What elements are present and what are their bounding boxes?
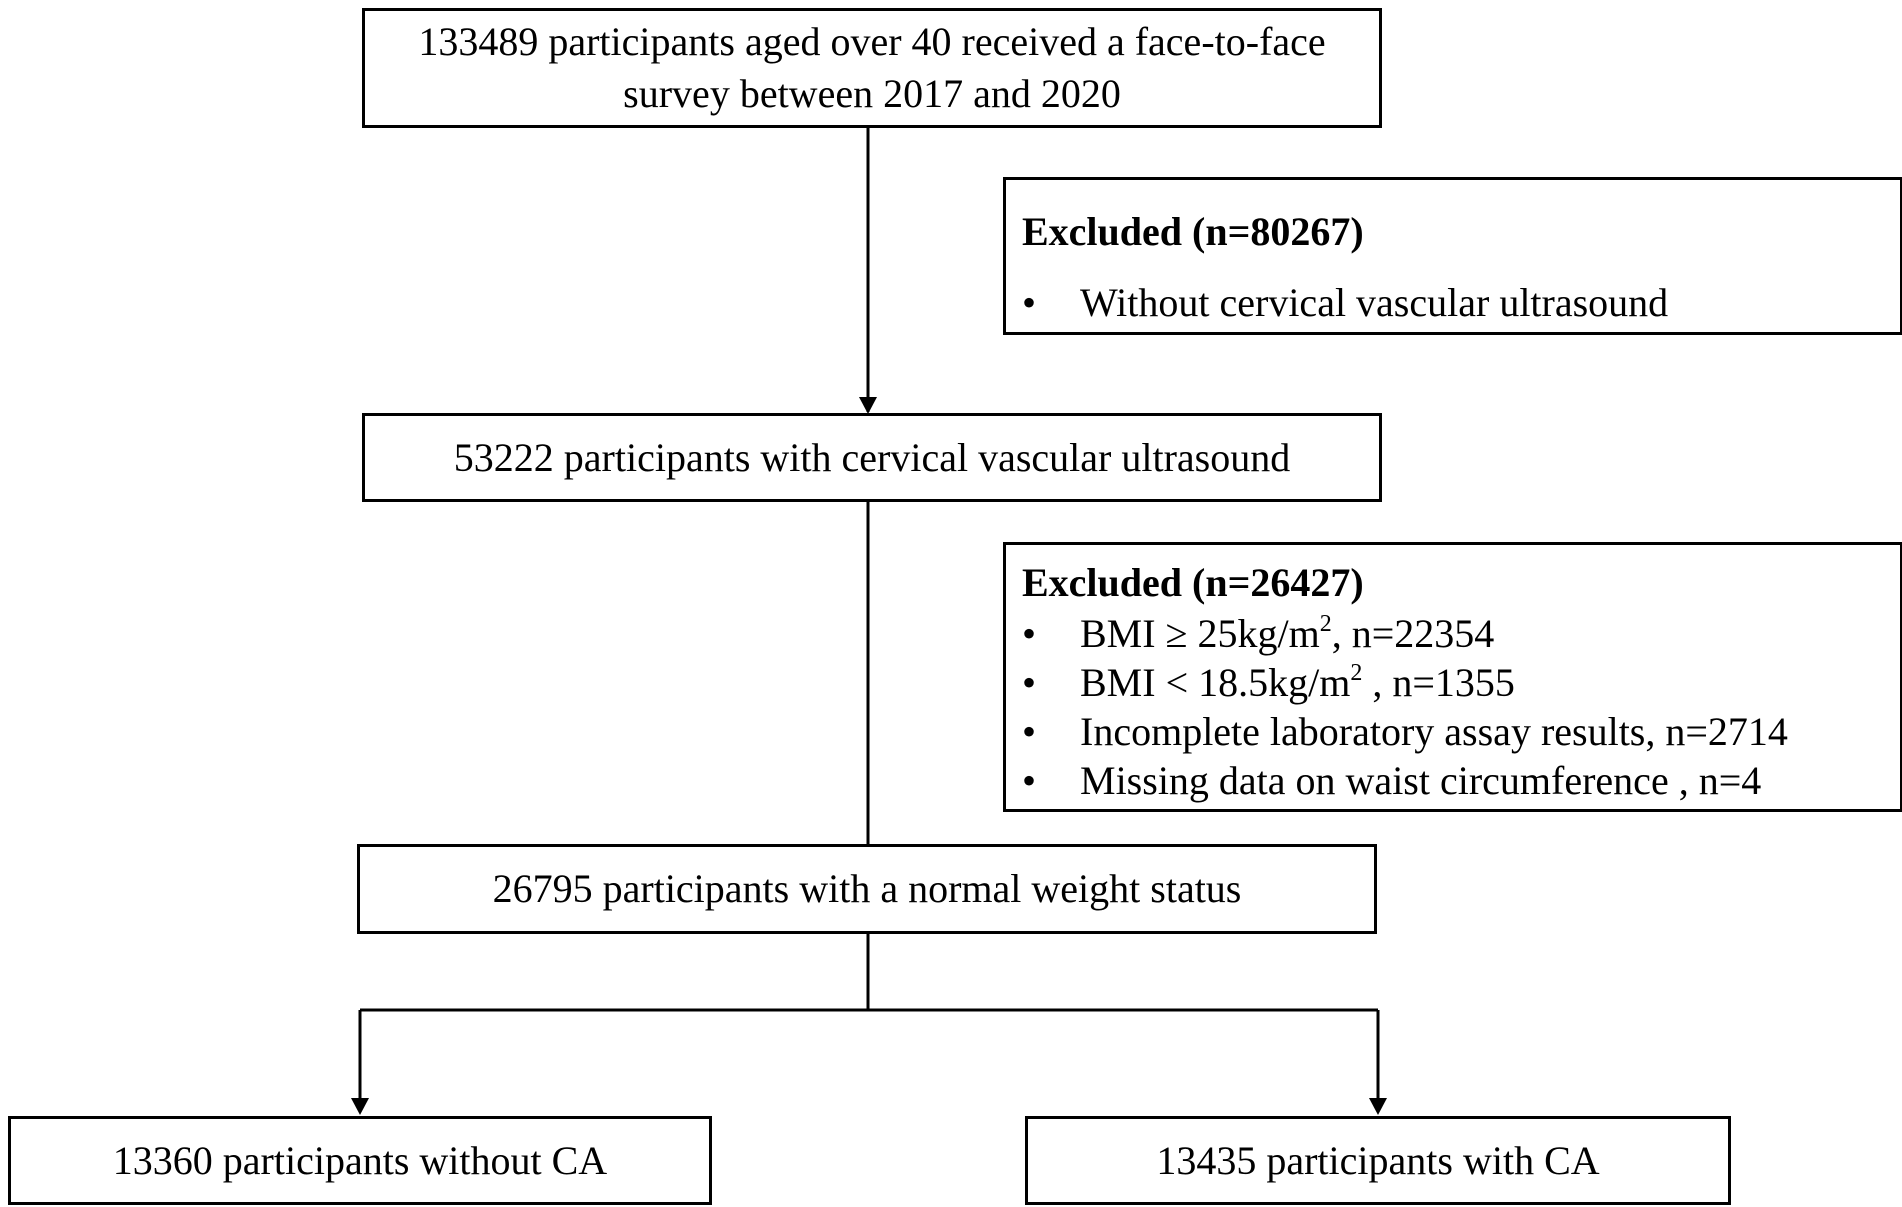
exclusion-2-item-sup: 2 — [1350, 660, 1363, 686]
exclusion-2-item — [1022, 707, 1900, 756]
arrowhead-with-ca — [1369, 1098, 1387, 1115]
exclusion-1-title: Excluded (n=80267) — [1022, 209, 1364, 254]
exclusion-2-title: Excluded (n=26427) — [1022, 560, 1364, 605]
exclusion-2-item — [1022, 756, 1900, 805]
exclusion-2-item-text: Missing data on waist circumference , n=4 — [1080, 758, 1762, 803]
bullet-icon: • — [1022, 611, 1037, 656]
exclusion-2-list — [1022, 609, 1900, 805]
start-box-line1: 133489 participants aged over 40 received a face-to-face — [418, 19, 1326, 64]
exclusion-1-list — [1022, 278, 1900, 327]
exclusion-1-item — [1022, 278, 1900, 327]
bullet-icon: • — [1022, 280, 1037, 325]
ultrasound-box-text: 53222 participants with cervical vascular ultrasound — [453, 434, 1291, 480]
normal-weight-box-text: 26795 participants with a normal weight status — [492, 866, 1242, 911]
ultrasound-box — [362, 413, 1382, 502]
normal-weight-box — [357, 844, 1377, 934]
arrowhead-ultrasound — [859, 397, 877, 414]
bullet-icon: • — [1022, 709, 1037, 754]
exclusion-box-2 — [1003, 542, 1902, 812]
without-ca-box — [8, 1116, 712, 1205]
exclusion-box-1 — [1003, 177, 1902, 335]
exclusion-1-item-text: Without cervical vascular ultrasound — [1080, 280, 1669, 325]
exclusion-2-item-sup: 2 — [1319, 611, 1332, 637]
exclusion-2-item — [1022, 658, 1900, 707]
without-ca-box-text: 13360 participants without CA — [112, 1137, 608, 1183]
exclusion-2-item-pre: BMI ≥ 25kg/m — [1080, 611, 1320, 656]
start-box-line2: survey between 2017 and 2020 — [623, 71, 1121, 116]
start-box — [362, 8, 1382, 128]
exclusion-2-item-post: , n=22354 — [1331, 611, 1495, 656]
bullet-icon: • — [1022, 660, 1037, 705]
exclusion-2-item — [1022, 609, 1900, 658]
bullet-icon: • — [1022, 758, 1037, 803]
with-ca-box-text: 13435 participants with CA — [1156, 1137, 1600, 1183]
exclusion-2-item-text: Incomplete laboratory assay results, n=2714 — [1080, 709, 1788, 754]
arrowhead-without-ca — [351, 1098, 369, 1115]
with-ca-box — [1025, 1116, 1731, 1205]
exclusion-2-item-pre: BMI < 18.5kg/m — [1080, 660, 1351, 705]
exclusion-2-item-post: , n=1355 — [1362, 660, 1515, 705]
